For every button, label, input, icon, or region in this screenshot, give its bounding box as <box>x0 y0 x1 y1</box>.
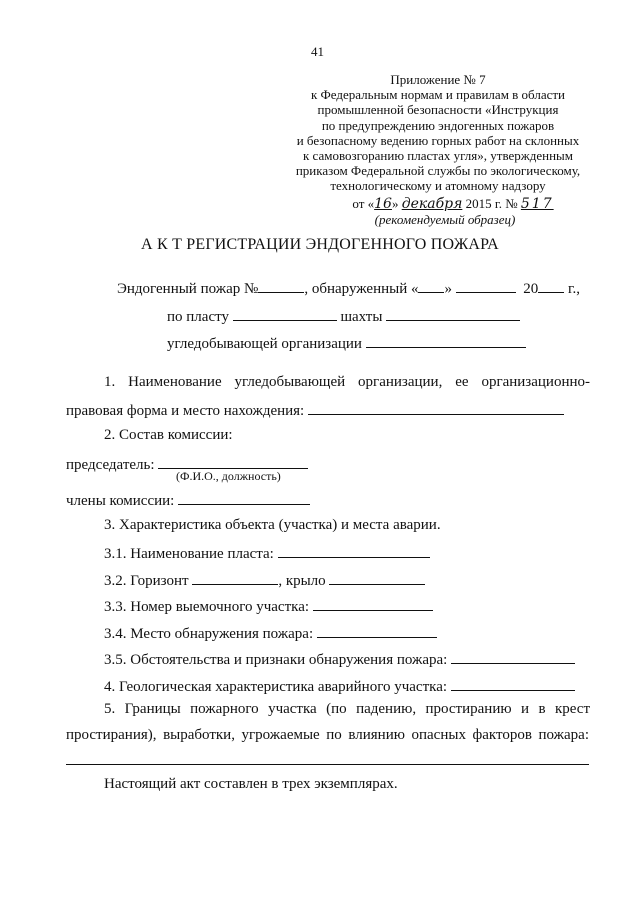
horizon-label: 3.2. Горизонт <box>104 573 189 589</box>
circumstances-field[interactable] <box>451 649 575 664</box>
appendix-header <box>268 72 608 227</box>
page-number: 41 <box>311 44 324 59</box>
section-3-heading: 3. Характеристика объекта (участка) и места аварии. <box>104 517 441 533</box>
section-2-heading: 2. Состав комиссии: <box>104 427 233 443</box>
horizon-field[interactable] <box>192 570 278 585</box>
section-3-5 <box>104 649 575 669</box>
org-details-field[interactable] <box>308 400 564 415</box>
order-date-line <box>298 196 608 212</box>
section-1-label: правовая форма и место нахождения: <box>66 403 305 419</box>
section-3-1 <box>104 543 430 563</box>
section-1-line-1: 1. Наименование угледобывающей организации, ее организационно- <box>104 374 590 390</box>
section-3-2 <box>104 570 425 590</box>
day-field[interactable] <box>418 278 444 293</box>
section-3-4 <box>104 623 437 643</box>
date-mid: » <box>391 195 399 211</box>
section-5-fill-line[interactable] <box>66 764 589 765</box>
appendix-line: и безопасному ведению горных работ на склонных <box>296 132 580 148</box>
quote-close: » <box>444 281 452 297</box>
document-title: А К Т РЕГИСТРАЦИИ ЭНДОГЕННОГО ПОЖАРА <box>141 236 499 253</box>
section-3-1-label: 3.1. Наименование пласта: <box>104 546 274 562</box>
section-5-line-1: 5. Границы пожарного участка (по падению, простиранию и в крест <box>104 701 590 717</box>
detected-label: , обнаруженный « <box>304 281 419 297</box>
chair-label: председатель: <box>66 457 155 473</box>
mine-field[interactable] <box>386 306 520 321</box>
section-4 <box>104 676 575 696</box>
wing-field[interactable] <box>329 570 425 585</box>
fire-number-label: Эндогенный пожар № <box>117 281 259 297</box>
seam-name-field[interactable] <box>278 543 430 558</box>
fire-number-field[interactable] <box>258 278 304 293</box>
section-4-label: 4. Геологическая характеристика аварийного участка: <box>104 679 448 695</box>
chair-caption: (Ф.И.О., должность) <box>176 469 281 483</box>
chair-field[interactable] <box>158 454 308 469</box>
wing-label: , крыло <box>278 573 326 589</box>
appendix-line: технологическому и атомному надзору <box>330 178 546 194</box>
closing-statement: Настоящий акт составлен в трех экземплярах. <box>104 776 398 792</box>
section-5-line-2: простирания), выработки, угрожаемые по влиянию опасных факторов пожара: <box>66 727 589 743</box>
appendix-line: к самовозгоранию пластах угля», утвержденным <box>302 148 574 164</box>
year-suffix: г., <box>567 281 580 297</box>
extraction-unit-field[interactable] <box>313 596 433 611</box>
section-3-3 <box>104 596 433 616</box>
org-label: угледобывающей организации <box>167 336 362 352</box>
section-3-4-label: 3.4. Место обнаружения пожара: <box>104 626 314 642</box>
seam-label: по пласту <box>167 309 229 325</box>
org-field[interactable] <box>366 333 526 348</box>
intro-line-1 <box>117 278 580 298</box>
appendix-line: промышленной безопасности «Инструкция <box>317 102 559 118</box>
year-field[interactable] <box>538 278 564 293</box>
section-3-3-label: 3.3. Номер выемочного участка: <box>104 599 310 615</box>
appendix-line: по предупреждению эндогенных пожаров <box>321 117 555 133</box>
appendix-line: Приложение № 7 <box>390 72 486 87</box>
intro-line-2 <box>167 306 520 326</box>
seam-field[interactable] <box>233 306 337 321</box>
intro-line-3 <box>167 333 526 353</box>
appendix-line: приказом Федеральной службы по экологическому, <box>295 163 581 179</box>
section-1-line-2 <box>66 400 564 420</box>
date-day-handwritten: 16 <box>374 195 392 212</box>
mine-label: шахты <box>340 309 383 325</box>
sample-note: (рекомендуемый образец) <box>374 211 516 227</box>
section-3-5-label: 3.5. Обстоятельства и признаки обнаружения пожара: <box>104 652 448 668</box>
fire-location-field[interactable] <box>317 623 437 638</box>
order-number-handwritten: 517 <box>520 195 554 212</box>
appendix-line: к Федеральным нормам и правилам в области <box>310 87 566 103</box>
members-line <box>66 490 310 510</box>
date-month-handwritten: декабря <box>401 195 463 212</box>
date-year: 2015 г. № <box>465 195 518 211</box>
geology-field[interactable] <box>451 676 575 691</box>
year-prefix: 20 <box>523 281 539 297</box>
month-field[interactable] <box>456 278 516 293</box>
date-prefix: от « <box>352 195 375 211</box>
members-label: члены комиссии: <box>66 493 175 509</box>
members-field[interactable] <box>178 490 310 505</box>
